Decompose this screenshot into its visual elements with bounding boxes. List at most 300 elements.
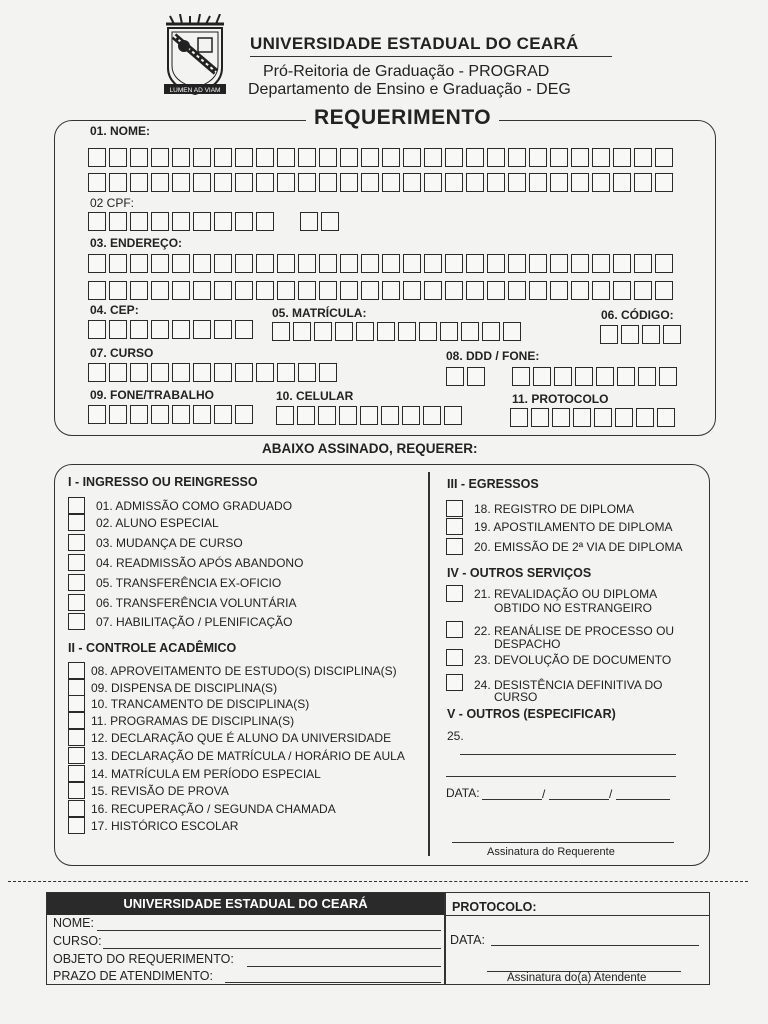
letter-cell[interactable] (657, 408, 675, 427)
letter-cell[interactable] (592, 281, 610, 300)
letter-cell[interactable] (214, 254, 232, 273)
requests-column-divider (428, 472, 430, 856)
letter-cell[interactable] (172, 254, 190, 273)
letter-cell[interactable] (592, 254, 610, 273)
letter-cell[interactable] (130, 363, 148, 382)
letter-cell[interactable] (512, 367, 530, 386)
section-ii-checkbox-5[interactable] (68, 729, 85, 746)
letter-cell[interactable] (550, 281, 568, 300)
letter-cell[interactable] (109, 405, 127, 424)
letter-cell[interactable] (319, 173, 337, 192)
letter-cell[interactable] (235, 320, 253, 339)
pro-reitoria-text: Pró-Reitoria de Graduação - PROGRAD (263, 63, 550, 80)
letter-cell[interactable] (529, 254, 547, 273)
letter-cell[interactable] (193, 148, 211, 167)
date-separator-2: / (609, 787, 613, 801)
letter-cell[interactable] (314, 322, 332, 341)
letter-cell[interactable] (531, 408, 549, 427)
letter-cell[interactable] (235, 363, 253, 382)
university-crest-logo (160, 14, 230, 98)
letter-cell[interactable] (445, 148, 463, 167)
letter-cell[interactable] (151, 148, 169, 167)
logo-motto-text: LUMEN AD VIAM (169, 87, 221, 94)
slip-nome-line[interactable] (97, 930, 441, 931)
letter-cell[interactable] (403, 254, 421, 273)
slip-column-divider (444, 893, 446, 984)
letter-cell[interactable] (592, 148, 610, 167)
letter-cell[interactable] (550, 254, 568, 273)
letter-cell[interactable] (596, 367, 614, 386)
letter-cell[interactable] (340, 254, 358, 273)
slip-prazo-line[interactable] (225, 982, 441, 983)
letter-cell[interactable] (659, 367, 677, 386)
letter-cell[interactable] (151, 281, 169, 300)
letter-cell[interactable] (655, 254, 673, 273)
letter-cell[interactable] (594, 408, 612, 427)
letter-cell[interactable] (573, 408, 591, 427)
section-i-checkbox-3[interactable] (68, 534, 85, 551)
letter-cell[interactable] (571, 148, 589, 167)
letter-cell[interactable] (256, 148, 274, 167)
letter-cell[interactable] (487, 148, 505, 167)
letter-cell[interactable] (440, 322, 458, 341)
letter-cell[interactable] (151, 405, 169, 424)
letter-cell[interactable] (276, 406, 294, 425)
section-i-item-label-7: 07. HABILITAÇÃO / PLENIFICAÇÃO (96, 615, 293, 629)
cut-line (8, 881, 748, 882)
letter-cell[interactable] (508, 173, 526, 192)
section-iii-checkbox-2[interactable] (446, 518, 463, 535)
letter-cell[interactable] (361, 254, 379, 273)
letter-cell[interactable] (193, 405, 211, 424)
cpf-cells[interactable] (88, 212, 277, 231)
letter-cell[interactable] (575, 367, 593, 386)
section-i-item-label-2: 02. ALUNO ESPECIAL (96, 516, 219, 530)
header-divider (250, 56, 612, 57)
letter-cell[interactable] (214, 405, 232, 424)
ddd-cells[interactable] (446, 367, 488, 386)
letter-cell[interactable] (318, 406, 336, 425)
letter-cell[interactable] (361, 173, 379, 192)
slip-nome-label: NOME: (53, 916, 94, 930)
letter-cell[interactable] (277, 254, 295, 273)
letter-cell[interactable] (424, 148, 442, 167)
letter-cell[interactable] (172, 173, 190, 192)
letter-cell[interactable] (340, 173, 358, 192)
letter-cell[interactable] (634, 173, 652, 192)
slip-atendente-signature-label: Assinatura do(a) Atendente (507, 972, 647, 984)
letter-cell[interactable] (424, 254, 442, 273)
form-title: REQUERIMENTO (306, 106, 499, 130)
letter-cell[interactable] (634, 254, 652, 273)
letter-cell[interactable] (235, 405, 253, 424)
section-ii-checkbox-8[interactable] (68, 782, 85, 799)
letter-cell[interactable] (321, 212, 339, 231)
letter-cell[interactable] (172, 148, 190, 167)
letter-cell[interactable] (419, 322, 437, 341)
letter-cell[interactable] (293, 322, 311, 341)
section-ii-checkbox-2[interactable] (68, 679, 85, 696)
item-25-line-1[interactable] (460, 754, 676, 755)
letter-cell[interactable] (130, 320, 148, 339)
item-22-label-line2: DESPACHO (494, 637, 561, 651)
letter-cell[interactable] (445, 281, 463, 300)
section-iii-item-label-1: 18. REGISTRO DE DIPLOMA (474, 502, 635, 516)
fone-trabalho-cells[interactable] (88, 405, 256, 424)
item-21-label-line2: OBTIDO NO ESTRANGEIRO (494, 601, 653, 615)
letter-cell[interactable] (461, 322, 479, 341)
nome-line-1-cells[interactable] (88, 148, 676, 167)
item-24-label-line2: CURSO (494, 690, 538, 704)
checkbox-item-21[interactable] (446, 585, 463, 602)
endereco-label: 03. ENDEREÇO: (90, 236, 183, 250)
letter-cell[interactable] (613, 173, 631, 192)
letter-cell[interactable] (634, 148, 652, 167)
letter-cell[interactable] (423, 406, 441, 425)
letter-cell[interactable] (151, 320, 169, 339)
protocolo-cells[interactable] (510, 408, 678, 427)
letter-cell[interactable] (655, 148, 673, 167)
letter-cell[interactable] (554, 367, 572, 386)
letter-cell[interactable] (550, 173, 568, 192)
letter-cell[interactable] (109, 212, 127, 231)
slip-university-header: UNIVERSIDADE ESTADUAL DO CEARÁ (47, 893, 444, 915)
letter-cell[interactable] (550, 148, 568, 167)
letter-cell[interactable] (277, 363, 295, 382)
letter-cell[interactable] (88, 212, 106, 231)
letter-cell[interactable] (634, 281, 652, 300)
date-label: DATA: (446, 786, 480, 800)
matricula-cells[interactable] (272, 322, 524, 341)
letter-cell[interactable] (277, 148, 295, 167)
letter-cell[interactable] (88, 148, 106, 167)
letter-cell[interactable] (444, 406, 462, 425)
letter-cell[interactable] (360, 406, 378, 425)
letter-cell[interactable] (466, 281, 484, 300)
letter-cell[interactable] (636, 408, 654, 427)
letter-cell[interactable] (88, 281, 106, 300)
celular-label: 10. CELULAR (276, 389, 354, 403)
letter-cell[interactable] (319, 363, 337, 382)
item-23-label: 23. DEVOLUÇÃO DE DOCUMENTO (474, 653, 672, 667)
letter-cell[interactable] (382, 254, 400, 273)
letter-cell[interactable] (214, 281, 232, 300)
letter-cell[interactable] (214, 363, 232, 382)
letter-cell[interactable] (256, 363, 274, 382)
letter-cell[interactable] (109, 173, 127, 192)
letter-cell[interactable] (235, 173, 253, 192)
letter-cell[interactable] (398, 322, 416, 341)
date-separator-1: / (542, 787, 546, 801)
letter-cell[interactable] (172, 281, 190, 300)
letter-cell[interactable] (88, 173, 106, 192)
letter-cell[interactable] (503, 322, 521, 341)
letter-cell[interactable] (319, 281, 337, 300)
section-i-checkbox-2[interactable] (68, 514, 85, 531)
letter-cell[interactable] (109, 281, 127, 300)
slip-objeto-line[interactable] (247, 966, 441, 967)
letter-cell[interactable] (655, 173, 673, 192)
letter-cell[interactable] (339, 406, 357, 425)
letter-cell[interactable] (109, 320, 127, 339)
letter-cell[interactable] (613, 281, 631, 300)
letter-cell[interactable] (193, 173, 211, 192)
letter-cell[interactable] (467, 367, 485, 386)
letter-cell[interactable] (130, 173, 148, 192)
section-ii-checkbox-4[interactable] (68, 712, 85, 729)
letter-cell[interactable] (298, 281, 316, 300)
letter-cell[interactable] (529, 173, 547, 192)
letter-cell[interactable] (445, 254, 463, 273)
letter-cell[interactable] (382, 173, 400, 192)
letter-cell[interactable] (256, 173, 274, 192)
letter-cell[interactable] (172, 320, 190, 339)
letter-cell[interactable] (235, 281, 253, 300)
section-i-checkbox-7[interactable] (68, 613, 85, 630)
letter-cell[interactable] (487, 254, 505, 273)
letter-cell[interactable] (403, 173, 421, 192)
letter-cell[interactable] (235, 148, 253, 167)
celular-cells[interactable] (276, 406, 465, 425)
letter-cell[interactable] (235, 212, 253, 231)
slip-curso-label: CURSO: (53, 934, 102, 948)
letter-cell[interactable] (298, 254, 316, 273)
letter-cell[interactable] (466, 173, 484, 192)
letter-cell[interactable] (193, 320, 211, 339)
section-ii-checkbox-10[interactable] (68, 817, 85, 834)
section-ii-item-label-9: 16. RECUPERAÇÃO / SEGUNDA CHAMADA (91, 802, 336, 816)
letter-cell[interactable] (214, 173, 232, 192)
section-i-checkbox-6[interactable] (68, 594, 85, 611)
letter-cell[interactable] (655, 281, 673, 300)
curso-cells[interactable] (88, 363, 340, 382)
letter-cell[interactable] (151, 254, 169, 273)
requerente-signature-line[interactable] (452, 842, 674, 843)
letter-cell[interactable] (214, 148, 232, 167)
section-ii-title: II - CONTROLE ACADÊMICO (68, 641, 237, 655)
departamento-text: Departamento de Ensino e Graduação - DEG (248, 81, 571, 98)
endereco-line-2-cells[interactable] (88, 281, 676, 300)
letter-cell[interactable] (297, 406, 315, 425)
letter-cell[interactable] (235, 254, 253, 273)
letter-cell[interactable] (300, 212, 318, 231)
letter-cell[interactable] (272, 322, 290, 341)
letter-cell[interactable] (277, 173, 295, 192)
endereco-line-1-cells[interactable] (88, 254, 676, 273)
letter-cell[interactable] (319, 254, 337, 273)
cpf-digit-cells[interactable] (300, 212, 342, 231)
section-iii-checkbox-1[interactable] (446, 500, 463, 517)
letter-cell[interactable] (340, 148, 358, 167)
letter-cell[interactable] (510, 408, 528, 427)
letter-cell[interactable] (256, 212, 274, 231)
letter-cell[interactable] (663, 325, 681, 344)
curso-label: 07. CURSO (90, 346, 154, 360)
letter-cell[interactable] (151, 173, 169, 192)
letter-cell[interactable] (552, 408, 570, 427)
letter-cell[interactable] (256, 281, 274, 300)
cep-cells[interactable] (88, 320, 256, 339)
cep-label: 04. CEP: (90, 303, 139, 317)
date-month-line[interactable] (549, 799, 609, 800)
letter-cell[interactable] (193, 254, 211, 273)
section-ii-item-label-1: 08. APROVEITAMENTO DE ESTUDO(S) DISCIPLINA(S) (91, 664, 397, 678)
letter-cell[interactable] (130, 254, 148, 273)
letter-cell[interactable] (130, 281, 148, 300)
letter-cell[interactable] (172, 363, 190, 382)
section-i-title: I - INGRESSO OU REINGRESSO (68, 475, 258, 489)
letter-cell[interactable] (466, 254, 484, 273)
letter-cell[interactable] (335, 322, 353, 341)
section-ii-item-label-6: 13. DECLARAÇÃO DE MATRÍCULA / HORÁRIO DE AULA (91, 749, 405, 763)
requerer-heading: ABAIXO ASSINADO, REQUERER: (262, 441, 478, 456)
section-i-item-label-5: 05. TRANSFERÊNCIA EX-OFICIO (96, 576, 282, 590)
letter-cell[interactable] (571, 281, 589, 300)
section-i-checkbox-1[interactable] (68, 497, 85, 514)
matricula-label: 05. MATRÍCULA: (272, 306, 367, 320)
section-ii-item-label-4: 11. PROGRAMAS DE DISCIPLINA(S) (91, 714, 295, 728)
letter-cell[interactable] (193, 212, 211, 231)
letter-cell[interactable] (642, 325, 660, 344)
letter-cell[interactable] (382, 281, 400, 300)
letter-cell[interactable] (151, 212, 169, 231)
letter-cell[interactable] (533, 367, 551, 386)
letter-cell[interactable] (151, 363, 169, 382)
letter-cell[interactable] (356, 322, 374, 341)
section-ii-item-label-3: 10. TRANCAMENTO DE DISCIPLINA(S) (91, 697, 310, 711)
section-ii-checkbox-3[interactable] (68, 695, 85, 712)
letter-cell[interactable] (600, 325, 618, 344)
checkbox-item-24[interactable] (446, 674, 463, 691)
letter-cell[interactable] (487, 173, 505, 192)
letter-cell[interactable] (424, 173, 442, 192)
letter-cell[interactable] (130, 212, 148, 231)
slip-prazo-label: PRAZO DE ATENDIMENTO: (53, 969, 213, 983)
letter-cell[interactable] (446, 367, 464, 386)
letter-cell[interactable] (529, 281, 547, 300)
letter-cell[interactable] (529, 148, 547, 167)
letter-cell[interactable] (88, 405, 106, 424)
section-i-item-label-4: 04. READMISSÃO APÓS ABANDONO (96, 556, 304, 570)
letter-cell[interactable] (298, 173, 316, 192)
codigo-label: 06. CÓDIGO: (601, 308, 674, 322)
letter-cell[interactable] (381, 406, 399, 425)
section-i-checkbox-5[interactable] (68, 574, 85, 591)
letter-cell[interactable] (508, 281, 526, 300)
letter-cell[interactable] (298, 148, 316, 167)
letter-cell[interactable] (109, 254, 127, 273)
section-iii-item-label-3: 20. EMISSÃO DE 2ª VIA DE DIPLOMA (474, 540, 683, 554)
letter-cell[interactable] (361, 148, 379, 167)
date-year-line[interactable] (616, 799, 670, 800)
protocolo-label: 11. PROTOCOLO (512, 392, 609, 406)
letter-cell[interactable] (445, 173, 463, 192)
section-ii-checkbox-6[interactable] (68, 747, 85, 764)
letter-cell[interactable] (319, 148, 337, 167)
letter-cell[interactable] (382, 148, 400, 167)
letter-cell[interactable] (277, 281, 295, 300)
checkbox-item-23[interactable] (446, 649, 463, 666)
letter-cell[interactable] (172, 212, 190, 231)
section-ii-checkbox-9[interactable] (68, 800, 85, 817)
letter-cell[interactable] (361, 281, 379, 300)
letter-cell[interactable] (193, 363, 211, 382)
letter-cell[interactable] (340, 281, 358, 300)
letter-cell[interactable] (109, 148, 127, 167)
letter-cell[interactable] (402, 406, 420, 425)
section-iii-checkbox-3[interactable] (446, 538, 463, 555)
letter-cell[interactable] (487, 281, 505, 300)
section-ii-item-label-5: 12. DECLARAÇÃO QUE É ALUNO DA UNIVERSIDADE (91, 731, 392, 745)
nome-line-2-cells[interactable] (88, 173, 676, 192)
letter-cell[interactable] (109, 363, 127, 382)
section-i-checkbox-4[interactable] (68, 554, 85, 571)
letter-cell[interactable] (424, 281, 442, 300)
letter-cell[interactable] (482, 322, 500, 341)
item-25-label: 25. (447, 729, 464, 743)
date-day-line[interactable] (482, 799, 542, 800)
letter-cell[interactable] (617, 367, 635, 386)
letter-cell[interactable] (214, 320, 232, 339)
slip-protocolo-label: PROTOCOLO: (452, 900, 537, 914)
letter-cell[interactable] (592, 173, 610, 192)
letter-cell[interactable] (130, 405, 148, 424)
letter-cell[interactable] (403, 148, 421, 167)
letter-cell[interactable] (466, 148, 484, 167)
letter-cell[interactable] (403, 281, 421, 300)
letter-cell[interactable] (571, 173, 589, 192)
letter-cell[interactable] (508, 148, 526, 167)
letter-cell[interactable] (613, 254, 631, 273)
letter-cell[interactable] (298, 363, 316, 382)
university-name: UNIVERSIDADE ESTADUAL DO CEARÁ (250, 34, 579, 53)
section-ii-item-label-8: 15. REVISÃO DE PROVA (91, 784, 229, 798)
item-25-line-2[interactable] (446, 776, 676, 777)
letter-cell[interactable] (256, 254, 274, 273)
letter-cell[interactable] (193, 281, 211, 300)
section-i-item-label-6: 06. TRANSFERÊNCIA VOLUNTÁRIA (96, 596, 297, 610)
letter-cell[interactable] (88, 363, 106, 382)
codigo-cells[interactable] (600, 325, 684, 344)
fone-cells[interactable] (512, 367, 680, 386)
letter-cell[interactable] (571, 254, 589, 273)
section-i-item-label-3: 03. MUDANÇA DE CURSO (96, 536, 243, 550)
letter-cell[interactable] (615, 408, 633, 427)
letter-cell[interactable] (621, 325, 639, 344)
section-ii-item-label-10: 17. HISTÓRICO ESCOLAR (91, 819, 239, 833)
letter-cell[interactable] (613, 148, 631, 167)
slip-data-line[interactable] (491, 945, 699, 946)
letter-cell[interactable] (88, 254, 106, 273)
section-ii-checkbox-7[interactable] (68, 765, 85, 782)
letter-cell[interactable] (214, 212, 232, 231)
letter-cell[interactable] (130, 148, 148, 167)
section-ii-item-label-7: 14. MATRÍCULA EM PERÍODO ESPECIAL (91, 767, 321, 781)
item-22-label-line1: 22. REANÁLISE DE PROCESSO OU (474, 624, 675, 638)
letter-cell[interactable] (88, 320, 106, 339)
requerente-signature-label: Assinatura do Requerente (487, 846, 615, 858)
letter-cell[interactable] (508, 254, 526, 273)
protocol-slip (46, 892, 710, 985)
letter-cell[interactable] (172, 405, 190, 424)
letter-cell[interactable] (377, 322, 395, 341)
slip-curso-line[interactable] (103, 948, 441, 949)
letter-cell[interactable] (638, 367, 656, 386)
fone-trabalho-label: 09. FONE/TRABALHO (90, 388, 215, 402)
section-ii-checkbox-1[interactable] (68, 662, 85, 679)
checkbox-item-22[interactable] (446, 621, 463, 638)
item-24-label-line1: 24. DESISTÊNCIA DEFINITIVA DO (474, 678, 663, 692)
